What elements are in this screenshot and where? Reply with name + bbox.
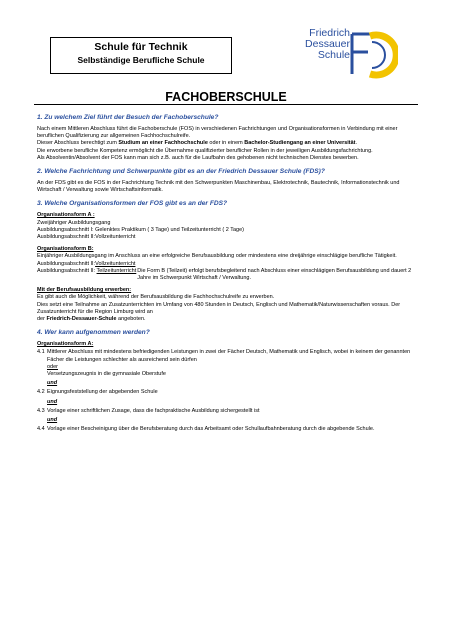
- school-logo: [268, 28, 398, 84]
- section-2-text: An der FDS gibt es die FOS in der Fachrichtung Technik mit den Schwerpunkten Maschinenbau, Elektrotechnik, Bautechnik, Informationstechnik und Wirtschaft / Verwaltung sowie Wirtschaftsinformatik.: [37, 180, 400, 194]
- s4-form-a-title: Organisationsform A:: [37, 341, 94, 348]
- s1-p2e: .: [355, 140, 358, 147]
- section-1-text: [37, 126, 418, 162]
- s3-m-l3b: Friedrich-Dessauer-Schule: [46, 316, 117, 323]
- section-1-heading: 1. Zu welchem Ziel führt der Besuch der Fachoberschule?: [37, 114, 219, 121]
- s3-b-l2a: Ausbildungsabschnitt II:: [37, 260, 96, 267]
- s4-item-3-text: Vorlage einer schriftlichen Zusage, dass die fachpraktische Ausbildung sichergestellt ist: [47, 407, 260, 414]
- s3-b-l3a: Ausbildungsabschnitt II:: [37, 267, 97, 274]
- s3-b-l3b: Teilzeitunterricht: [96, 267, 137, 274]
- s3-form-a-line2: Ausbildungsabschnitt I: Gelenktes Praktikum ( 3 Tage) und Teilzeitunterricht ( 2 Tage): [37, 226, 244, 233]
- section-3-heading: 3. Welche Organisationsformen der FOS gibt es an der FDS?: [37, 200, 228, 208]
- section-4-heading: 4. Wer kann aufgenommen werden?: [37, 329, 150, 337]
- s3-form-a-line3: Ausbildungsabschnitt II:Vollzeitunterricht: [37, 234, 136, 241]
- s4-item-4: [37, 426, 418, 433]
- s3-mit-ausbildung: [37, 287, 418, 323]
- s1-paragraph-1: Nach einem Mittleren Abschluss führt die Fachoberschule (FOS) in verschiedenen Fachrichtungen und Organisationsformen in Verbindung mit einer beruflichen Qualifizierung zur allgemeinen Fachhochschulreife.: [37, 126, 398, 140]
- s4-item-1-text: [47, 349, 418, 378]
- s4-i1-text: Mittlerer Abschluss mit mindestens befriedigenden Leistungen in zwei der Fächer Deutsch, Mathematik und Englisch, wobei in keinem der genannten Fächer die Leistungen schlechter als ausreichend sein dürfen: [47, 349, 411, 363]
- s4-item-4-text: Vorlage einer Bescheinigung über die Berufsberatung durch das Arbeitsamt oder Schullaufbahnberatung durch die abgebende Schule.: [47, 426, 375, 433]
- s3-form-b-title: Organisationsform B:: [37, 246, 94, 253]
- s3-form-a-line1: Zweijähriger Ausbildungsgang: [37, 219, 111, 226]
- s3-b-l3-label: [37, 268, 136, 282]
- school-name: Schule für Technik: [94, 41, 188, 53]
- s4-und-3: und: [47, 417, 58, 424]
- s4-item-4-num: 4.4: [37, 426, 45, 433]
- s3-m-l3c: angeboten.: [116, 316, 146, 323]
- s3-mit-title: Mit der Berufsausbildung erwerben:: [37, 287, 132, 294]
- s3-form-b-line2: [37, 261, 418, 268]
- s1-paragraph-4: Als Absolventin/Absolvent der FOS kann man sich z.B. auch für die Laufbahn des gehobenen nicht technischen Dienstes bewerben.: [37, 154, 359, 161]
- logo-text: [268, 28, 350, 61]
- s4-item-2: [37, 389, 418, 396]
- s4-item-2-num: 4.2: [37, 389, 45, 396]
- s4-item-3-num: 4.3: [37, 407, 45, 414]
- logo-text-line2: Dessauer: [305, 38, 350, 50]
- s4-item-1: [37, 349, 418, 378]
- s4-i1-alt: Versetzungszeugnis in die gymnasiale Oberstufe: [47, 371, 166, 378]
- s3-form-a-title: Organisationsform A :: [37, 212, 95, 219]
- s3-mit-line3: [37, 316, 418, 323]
- section-2-heading: 2. Welche Fachrichtung und Schwerpunkte gibt es an der Friedrich Dessauer Schule (FDS)?: [37, 168, 325, 176]
- title-divider: [34, 104, 418, 105]
- fds-logo-icon: [346, 28, 398, 80]
- s3-mit-line2: Dies setzt eine Teilnahme an Zusatzunterrichten im Umfang von 480 Stunden in Deutsch, Englisch und Mathematik/Naturwissenschaften voraus. Der Zusatzunterricht für die Region Limburg wird an: [37, 301, 401, 315]
- logo-text-line1: Friedrich: [309, 27, 350, 39]
- document-body: [37, 108, 418, 434]
- logo-text-line3: Schule: [317, 49, 350, 61]
- s1-p2b: Studium an einer Fachhochschule: [118, 140, 208, 147]
- s4-item-3: [37, 408, 418, 415]
- s3-form-b: [37, 246, 418, 282]
- page-title: FACHOBERSCHULE: [165, 90, 287, 104]
- s3-b-l3c: Die Form B (Teilzeit) erfolgt berufsbegleitend nach Abschluss einer einschlägigen Berufsausbildung und dauert 2 Jahre im Schwerpunkt Wirtschaft / Verwaltung.: [137, 267, 412, 282]
- s4-item-1-num: 4.1: [37, 349, 45, 356]
- s3-form-b-line1: Einjähriger Ausbildungsgang im Anschluss an eine erfolgreiche Berufsausbildung oder mindestens eine dreijährige einschlägige berufliche Tätigkeit.: [37, 253, 397, 260]
- s1-p2a: Dieser Abschluss berechtigt zum: [37, 140, 119, 147]
- s4-und-2: und: [47, 398, 58, 405]
- s3-mit-line1: Es gibt auch die Möglichkeit, während der Berufsausbildung die Fachhochschulreife zu erwerben.: [37, 294, 275, 301]
- s4-und-1: und: [47, 380, 58, 387]
- s3-form-a: [37, 212, 418, 241]
- s4-item-2-text: Eignungsfeststellung der abgebenden Schule: [47, 389, 158, 396]
- s1-p2c: oder in einem: [207, 140, 245, 147]
- school-subtitle: Selbständige Berufliche Schule: [77, 55, 205, 65]
- s1-paragraph-3: Die erworbene berufliche Kompetenz ermöglicht die Übernahme qualifizierter beruflicher Rollen in der jeweiligen Ausbildungsfachrichtung.: [37, 147, 373, 154]
- school-name-box: [50, 37, 232, 74]
- s3-b-l2b: Vollzeitunterricht: [95, 260, 136, 267]
- s4-i1-oder: oder: [47, 363, 59, 370]
- s3-form-b-line3: [37, 268, 418, 282]
- s1-p2d: Bachelor-Studiengang an einer Universität: [244, 140, 356, 147]
- s3-m-l3a: der: [37, 316, 47, 323]
